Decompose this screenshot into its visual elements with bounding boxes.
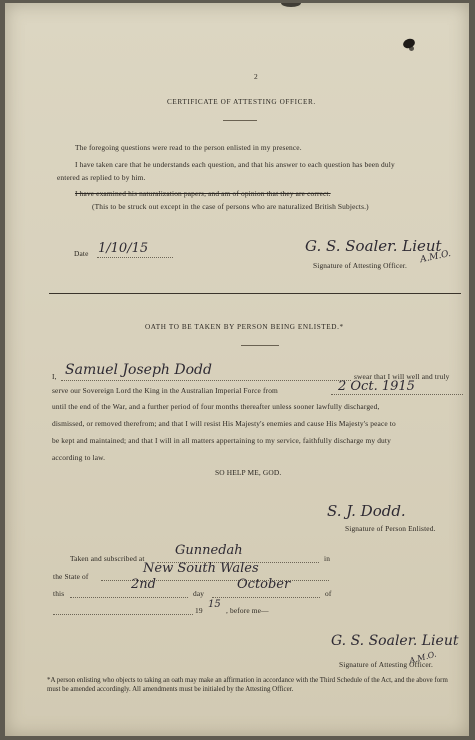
day-label: day (193, 589, 205, 598)
recruit-name-line (61, 380, 351, 381)
affirmation-footnote: *A person enlisting who objects to taking an oath may make an affirmation in accordance with the Third Schedule of the Act, and the above form must be amended accordingly. All amendments must be initialed by the Attesting Officer. (47, 677, 448, 693)
oath-heading-rule (241, 345, 279, 346)
recruit-signature: S. J. Dodd. (327, 502, 406, 520)
taken-and-subscribed-label: Taken and subscribed at (70, 554, 145, 563)
this-label: this (53, 589, 65, 598)
oath-line-4: dismissed, or removed therefrom; and that I will resist His Majesty's enemies and cause His Majesty's peace to (52, 419, 396, 428)
signature-of-person-enlisted-label: Signature of Person Enlisted. (345, 524, 436, 533)
place-handwritten: Gunnedah (175, 543, 243, 558)
attesting-officer-signature: G. S. Soaler. Lieut (305, 237, 442, 255)
signature-of-attesting-officer-label: Signature of Attesting Officer. (313, 261, 408, 270)
oath-line-5: be kept and maintained; and that I will in all matters appertaining to my service, faithfully discharge my duty (52, 436, 391, 445)
year-handwritten: 15 (208, 599, 221, 610)
date-handwritten: 1/10/15 (98, 241, 149, 256)
of-label: of (325, 589, 332, 598)
oath-line-2: serve our Sovereign Lord the King in the Australian Imperial Force from (52, 386, 278, 395)
struck-naturalization-sentence: I have examined his naturalization papers, and am of opinion that they are correct. (75, 189, 331, 198)
state-handwritten: New South Wales (143, 561, 259, 576)
strike-out-note: (This to be struck out except in the case of persons who are naturalized British Subjects.) (92, 202, 369, 211)
day-handwritten: 2nd (131, 577, 156, 592)
signature-of-attesting-officer-label-2: Signature of Attesting Officer. (339, 660, 434, 669)
attesting-officer-signature-2: G. S. Soaler. Lieut (331, 633, 459, 649)
date-line (97, 257, 173, 258)
ink-blot-mark (409, 46, 414, 51)
officer-handwritten-note: A.M.O. (419, 248, 452, 266)
oath-line-6: according to law. (52, 453, 106, 462)
certificate-para-1: The foregoing questions were read to the person enlisted in my presence. (75, 143, 302, 152)
section-divider-rule (49, 293, 461, 294)
month-line (212, 597, 320, 598)
attestation-page (5, 3, 469, 736)
month-handwritten: October (237, 577, 291, 592)
day-line (70, 597, 188, 598)
ink-blot-mark (281, 3, 301, 7)
certificate-para-2-line-2: entered as replied to by him. (57, 173, 146, 182)
certificate-heading: CERTIFICATE OF ATTESTING OFFICER. (167, 98, 316, 106)
enlist-date-line (331, 394, 463, 395)
year-line (53, 614, 193, 615)
oath-i-label: I, (52, 372, 57, 381)
certificate-para-2-line-1: I have taken care that he understands each question, and that his answer to each question has been duly (75, 160, 395, 169)
oath-line-3: until the end of the War, and a further period of four months thereafter unless sooner lawfully discharged, (52, 402, 380, 411)
state-of-label: the State of (53, 572, 89, 581)
oath-heading: OATH TO BE TAKEN BY PERSON BEING ENLISTED.* (145, 323, 344, 331)
year-printed: 19 (195, 606, 203, 615)
recruit-name-handwritten: Samuel Joseph Dodd (65, 362, 212, 378)
officer-handwritten-note-2: A.M.O. (408, 649, 438, 666)
before-me-label: , before me— (226, 606, 269, 615)
page-number: 2 (254, 72, 258, 81)
enlist-date-handwritten: 2 Oct. 1915 (338, 379, 415, 394)
heading-rule (223, 120, 257, 121)
so-help-me-god: SO HELP ME, GOD. (215, 468, 282, 477)
oath-swear-text: swear that I will well and truly (354, 372, 450, 381)
date-label: Date (74, 249, 89, 258)
in-label: in (324, 554, 331, 563)
